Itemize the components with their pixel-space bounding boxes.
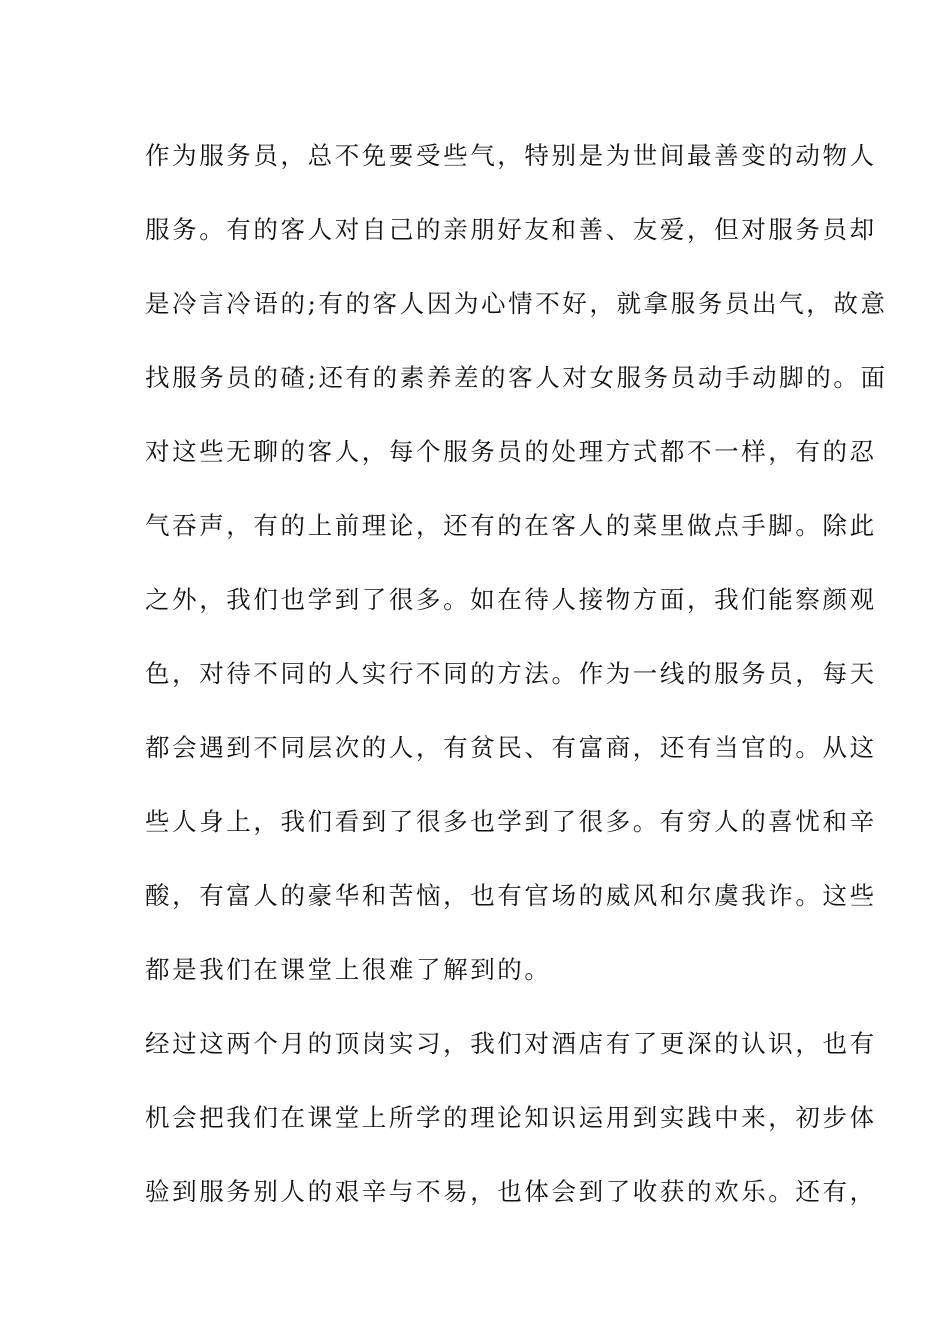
text-line: 色，对待不同的人实行不同的方法。作为一线的服务员，每天 [145,659,877,688]
text-line: 之外，我们也学到了很多。如在待人接物方面，我们能察颜观 [145,585,877,614]
document-body [145,128,888,1238]
text-line: 酸，有富人的豪华和苦恼，也有官场的威风和尔虞我诈。这些 [145,881,877,910]
text-line: 是冷言冷语的;有的客人因为心情不好，就拿服务员出气，故意 [145,289,888,318]
text-line: 些人身上，我们看到了很多也学到了很多。有穷人的喜忧和辛 [145,807,877,836]
text-line: 服务。有的客人对自己的亲朋好友和善、友爱，但对服务员却 [145,215,877,244]
paragraph-2 [145,1016,877,1219]
text-line: 经过这两个月的顶岗实习，我们对酒店有了更深的认识，也有 [145,1029,877,1058]
text-line: 验到服务别人的艰辛与不易，也体会到了收获的欢乐。还有， [145,1177,877,1206]
text-line: 都是我们在课堂上很难了解到的。 [145,955,552,984]
paragraph-1 [145,128,888,997]
text-line: 对这些无聊的客人，每个服务员的处理方式都不一样，有的忍 [145,437,877,466]
text-line: 气吞声，有的上前理论，还有的在客人的菜里做点手脚。除此 [145,511,877,540]
text-line: 都会遇到不同层次的人，有贫民、有富商，还有当官的。从这 [145,733,877,762]
text-line: 机会把我们在课堂上所学的理论知识运用到实践中来，初步体 [145,1103,877,1132]
text-line: 作为服务员，总不免要受些气，特别是为世间最善变的动物人 [145,141,877,170]
text-line: 找服务员的碴;还有的素养差的客人对女服务员动手动脚的。面 [145,363,888,392]
